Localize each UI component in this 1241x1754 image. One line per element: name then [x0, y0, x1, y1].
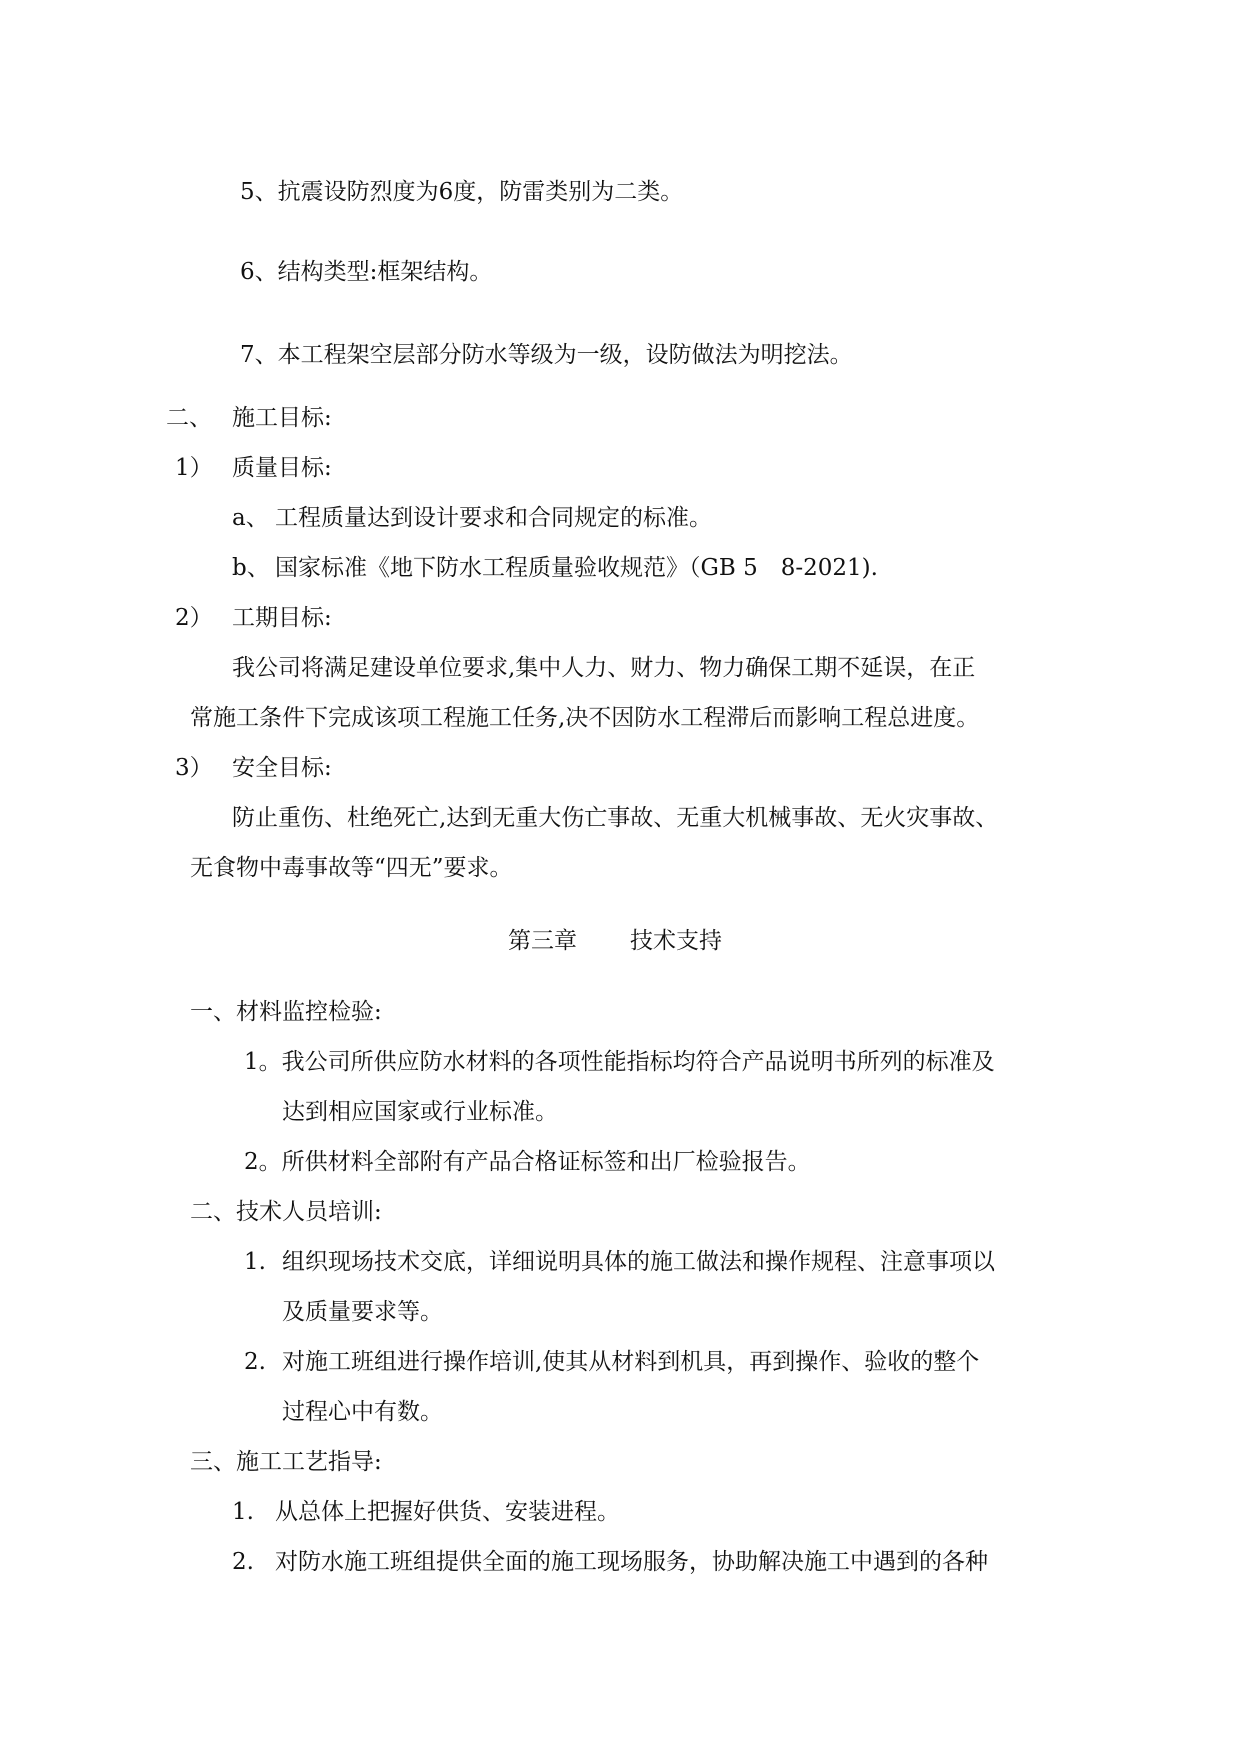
- ch3-s1-item2: 2。所供材料全部附有产品合格证标签和出厂检验报告。: [244, 1149, 811, 1175]
- ch3-s2-item1-line2: 及质量要求等。: [282, 1299, 443, 1325]
- quality-b-text: 国家标准《地下防水工程质量验收规范》（GB 5 8-2021).: [275, 555, 878, 581]
- intro-item-5: 5、抗震设防烈度为6度，防雷类别为二类。: [240, 179, 684, 205]
- section2-marker: 二、: [166, 405, 212, 431]
- section2-title: 施工目标:: [232, 405, 332, 431]
- ch3-s2-item2-line1: 对施工班组进行操作培训,使其从材料到机具，再到操作、验收的整个: [282, 1349, 980, 1375]
- safety-line-2: 无食物中毒事故等“四无”要求。: [190, 855, 513, 881]
- ch3-s2-title: 二、技术人员培训:: [190, 1199, 382, 1225]
- ch3-s1-item1-line1: 1。我公司所供应防水材料的各项性能指标均符合产品说明书所列的标准及: [244, 1049, 995, 1075]
- chapter-title: 技术支持: [630, 928, 722, 954]
- ch3-s1-title: 一、材料监控检验:: [190, 999, 382, 1025]
- ch3-s1-item1-line2: 达到相应国家或行业标准。: [282, 1099, 558, 1125]
- schedule-marker: 2）: [175, 605, 213, 631]
- schedule-line-2: 常施工条件下完成该项工程施工任务,决不因防水工程滞后而影响工程总进度。: [190, 705, 980, 731]
- intro-item-7: 7、本工程架空层部分防水等级为一级，设防做法为明挖法。: [240, 342, 853, 368]
- quality-b-marker: b、: [232, 555, 270, 581]
- schedule-line-1: 我公司将满足建设单位要求,集中人力、财力、物力确保工期不延误，在正: [232, 655, 976, 681]
- ch3-s2-item1-line1: 组织现场技术交底，详细说明具体的施工做法和操作规程、注意事项以: [282, 1249, 995, 1275]
- safety-title: 安全目标:: [232, 755, 332, 781]
- safety-line-1: 防止重伤、杜绝死亡,达到无重大伤亡事故、无重大机械事故、无火灾事故、: [232, 805, 999, 831]
- quality-title: 质量目标:: [232, 455, 332, 481]
- ch3-s3-item1-marker: 1.: [232, 1499, 254, 1525]
- quality-a-text: 工程质量达到设计要求和合同规定的标准。: [275, 505, 712, 531]
- ch3-s2-item2-line2: 过程心中有数。: [282, 1399, 443, 1425]
- quality-a-marker: a、: [232, 505, 269, 531]
- ch3-s2-item2-marker: 2.: [244, 1349, 266, 1375]
- ch3-s3-item2: 对防水施工班组提供全面的施工现场服务，协助解决施工中遇到的各种: [275, 1549, 988, 1575]
- ch3-s3-title: 三、施工工艺指导:: [190, 1449, 382, 1475]
- chapter-number: 第三章: [508, 928, 577, 954]
- safety-marker: 3）: [175, 755, 213, 781]
- schedule-title: 工期目标:: [232, 605, 332, 631]
- quality-marker: 1）: [175, 455, 213, 481]
- intro-item-6: 6、结构类型:框架结构。: [240, 259, 493, 285]
- ch3-s2-item1-marker: 1.: [244, 1249, 266, 1275]
- ch3-s3-item2-marker: 2.: [232, 1549, 254, 1575]
- ch3-s3-item1: 从总体上把握好供货、安装进程。: [275, 1499, 620, 1525]
